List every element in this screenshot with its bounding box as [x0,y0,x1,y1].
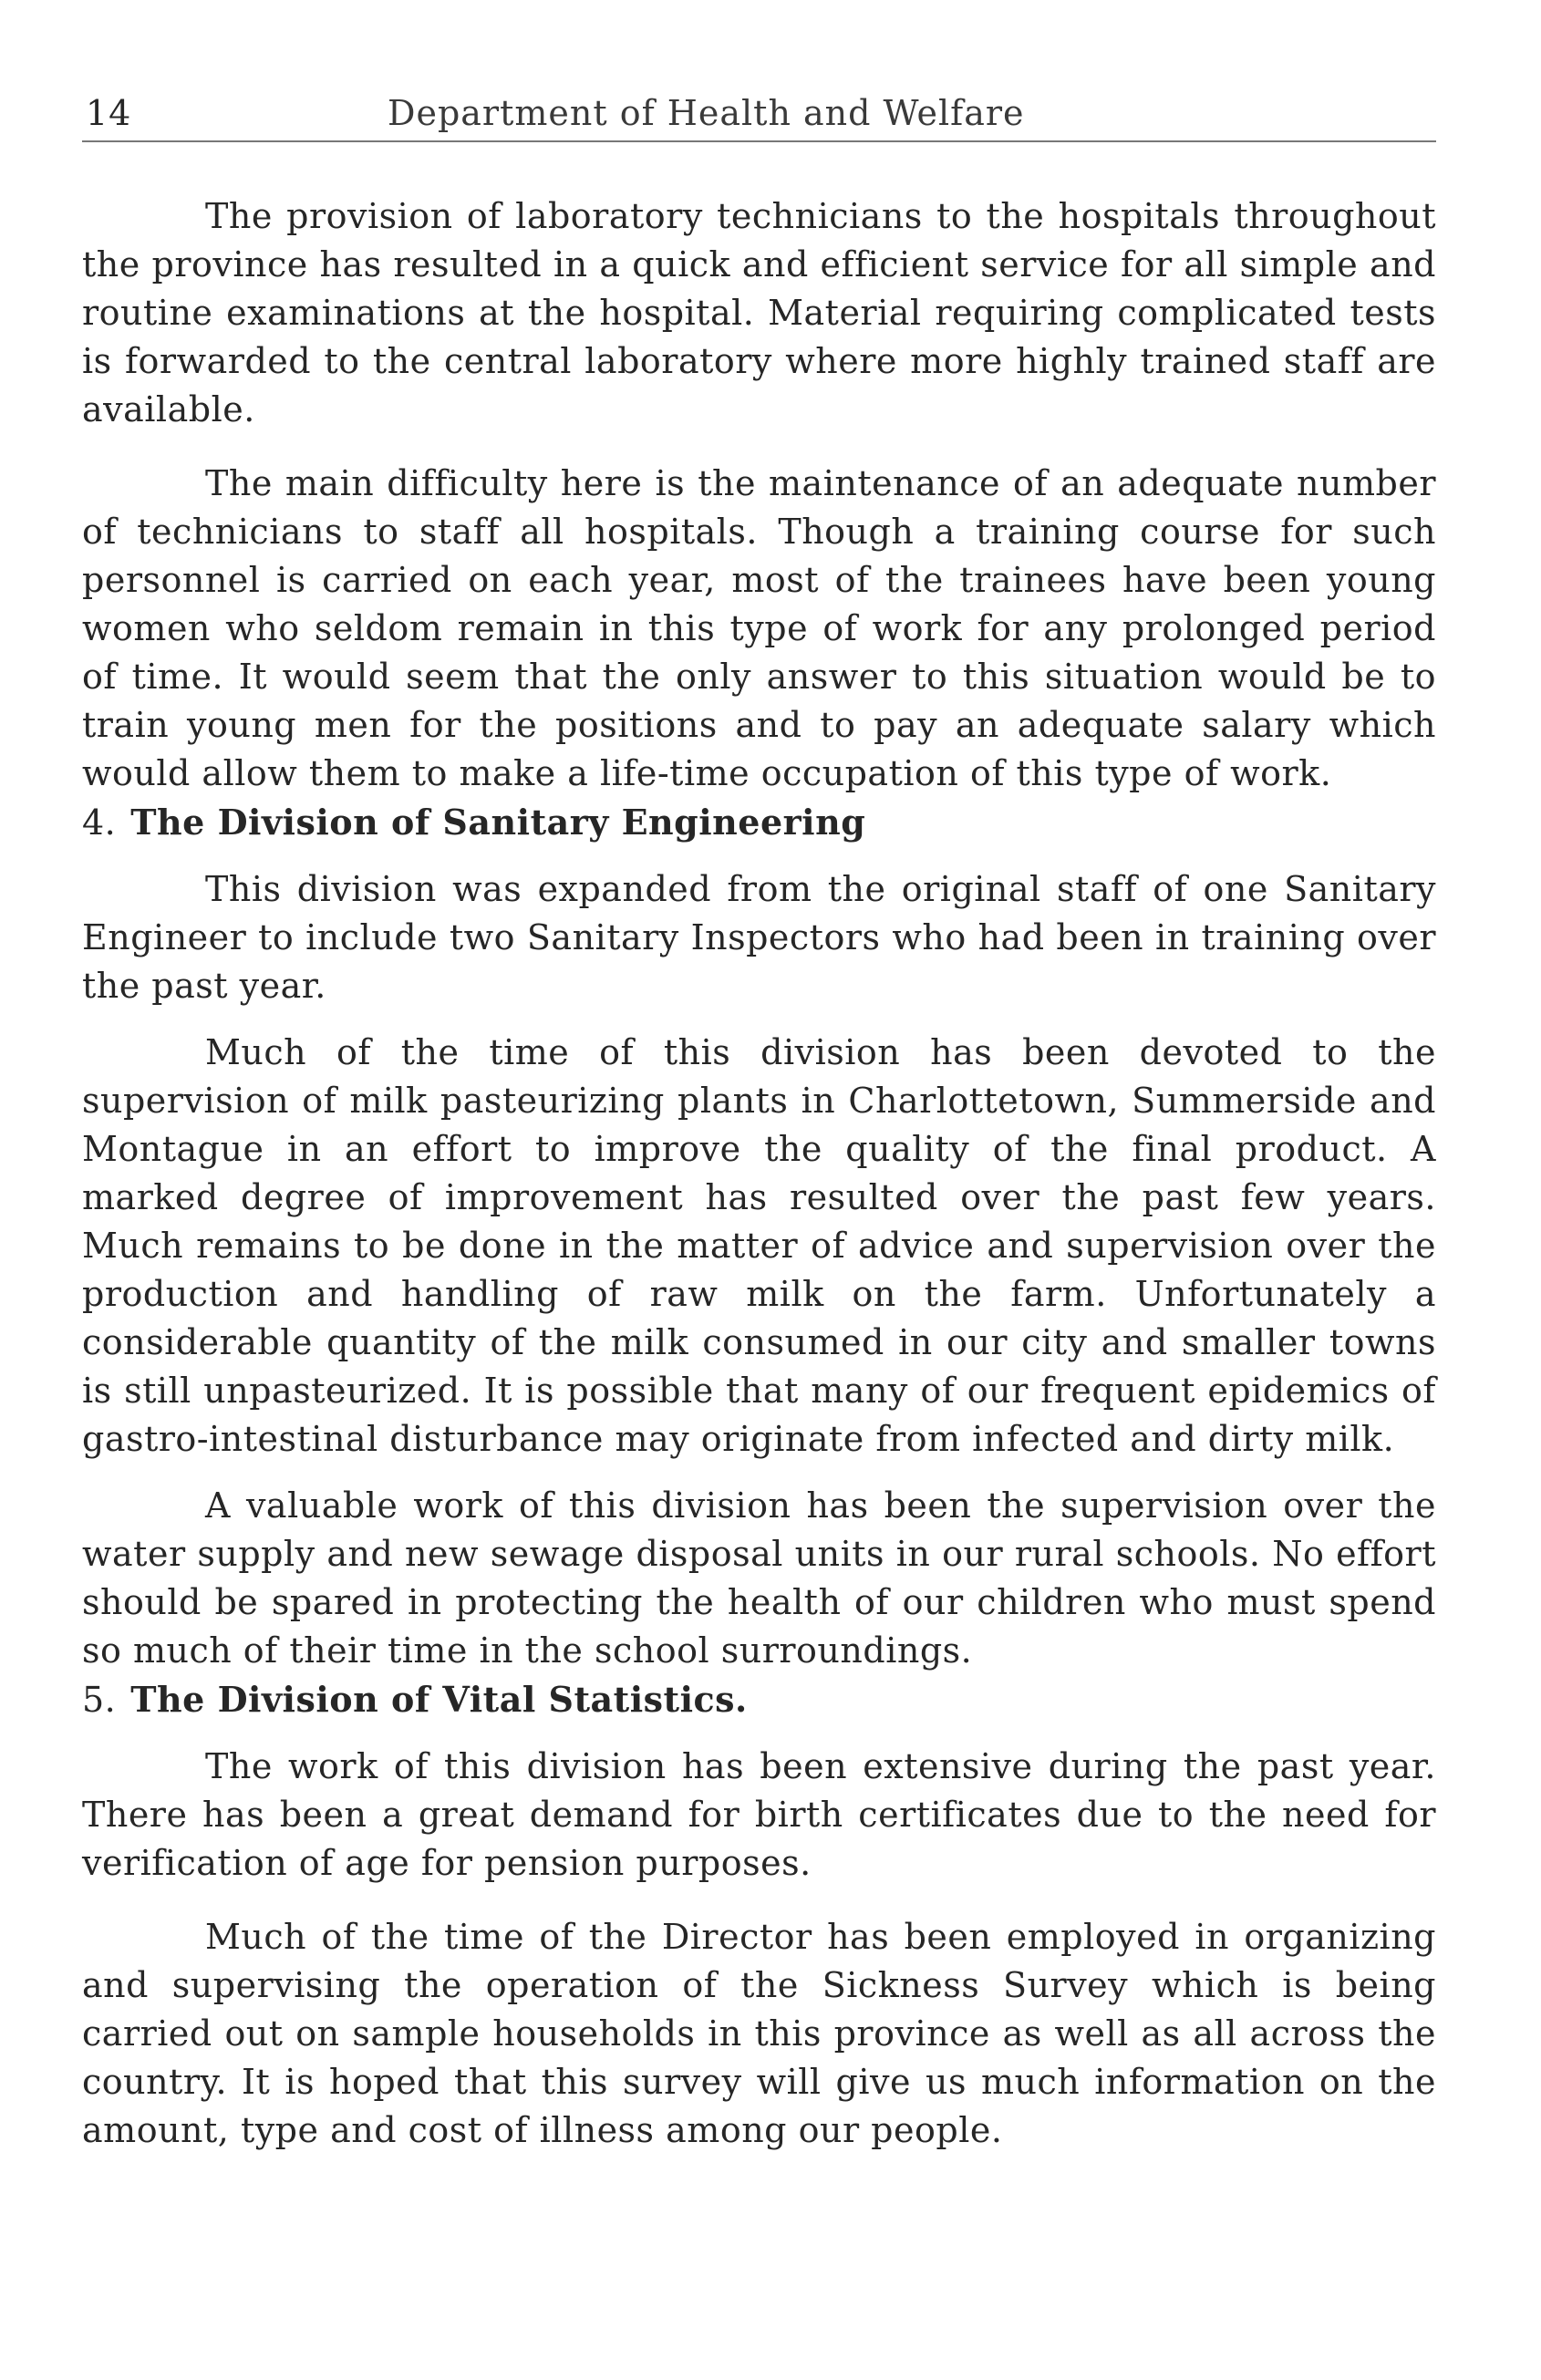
paragraph-lab-technicians: The provision of laboratory technicians to the hospitals throughout the province has resulted in a quick and efficient service for all simple and routine examinations at the hospital. Material requiring complicated tests is forwarded to the central laboratory where more highly trained staff are available. [82,196,1436,429]
paragraph-sickness-survey: Much of the time of the Director has been employed in organizing and supervising the operation of the Sickness Survey which is being carried out on sample households in this province as well as all across the country. It is hoped that this survey will give us much information on the amount, type and cost of illness among our people. [82,1917,1436,2150]
document-page [82,84,1436,2155]
paragraph-technician-shortage: The main difficulty here is the maintenance of an adequate number of technicians to staff all hospitals. Though a training course for such personnel is carried on each year, most of the trainees have been young women who seldom remain in this type of work for any prolonged period of time. It would seem that the only answer to this situation would be to train young men for the positions and to pay an adequate salary which would allow them to make a life-time occupation of this type of work. [82,463,1436,793]
paragraph-birth-certificates: The work of this division has been extensive during the past year. There has been a great demand for birth certificates due to the need for verification of age for pension purposes. [82,1746,1436,1883]
page-header [82,84,1436,142]
section-title: The Division of Sanitary Engineering [130,802,866,843]
paragraph-division-expansion: This division was expanded from the original staff of one Sanitary Engineer to include two Sanitary Inspectors who had been in training over the past year. [82,869,1436,1006]
section-heading-vital-statistics [82,1675,1436,1724]
section-title: The Division of Vital Statistics. [130,1679,748,1720]
running-title: Department of Health and Welfare [388,93,1025,133]
section-number: 5. [82,1680,117,1720]
page-number: 14 [86,93,132,133]
page-body [82,192,1436,2155]
section-heading-sanitary-engineering [82,798,1436,847]
section-number: 4. [82,802,117,843]
paragraph-school-water-supply: A valuable work of this division has been the supervision over the water supply and new sewage disposal units in our rural schools. No effort should be spared in protecting the health of our children who must spend so much of their time in the school surroundings. [82,1485,1436,1671]
paragraph-milk-pasteurization: Much of the time of this division has been devoted to the supervision of milk pasteurizing plants in Charlottetown, Summerside and Montague in an effort to improve the quality of the final product. A marked degree of improvement has resulted over the past few years. Much remains to be done in the matter of advice and supervision over the production and handling of raw milk on the farm. Unfortunately a considerable quantity of the milk consumed in our city and smaller towns is still unpasteurized. It is possible that many of our frequent epidemics of gastro-intestinal disturbance may originate from infected and dirty milk. [82,1032,1436,1459]
